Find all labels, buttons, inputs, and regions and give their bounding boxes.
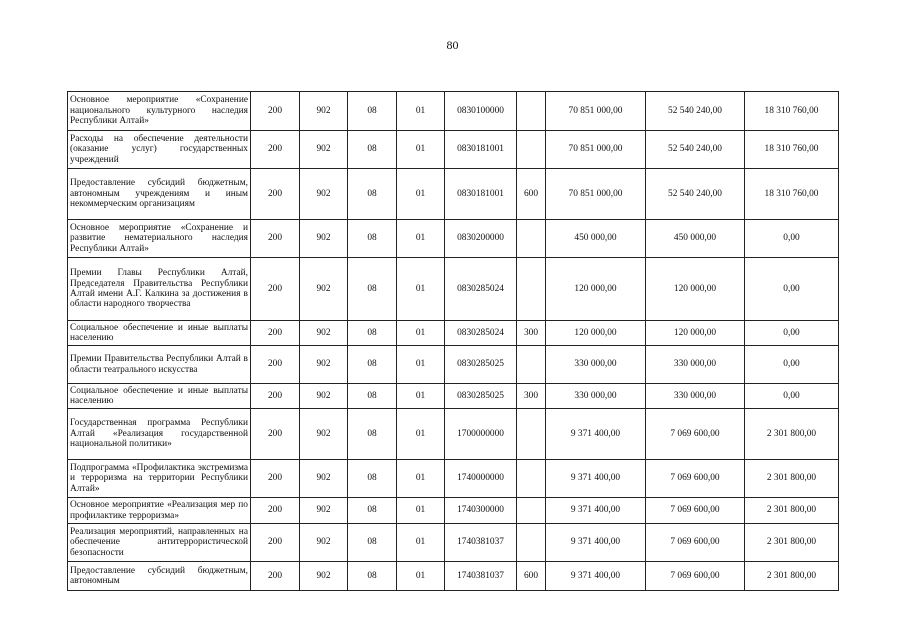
amount-total: 9 371 400,00 <box>546 498 646 524</box>
amount-regional: 0,00 <box>745 321 839 346</box>
amount-federal: 120 000,00 <box>646 258 745 321</box>
amount-regional: 2 301 800,00 <box>745 524 839 562</box>
admin-code: 902 <box>300 220 348 258</box>
amount-regional: 0,00 <box>745 384 839 409</box>
amount-total: 9 371 400,00 <box>546 562 646 591</box>
admin-code: 902 <box>300 562 348 591</box>
subsection-code: 01 <box>397 346 445 384</box>
amount-regional: 18 310 760,00 <box>745 131 839 169</box>
target-article: 1740381037 <box>445 524 517 562</box>
row-description: Подпрограмма «Профилактика экстремизма и терроризма на территории Республики Алтай» <box>68 460 251 498</box>
row-description: Государственная программа Республики Алтай «Реализация государственной национальной политики» <box>68 409 251 460</box>
amount-total: 330 000,00 <box>546 346 646 384</box>
ministry-code: 200 <box>251 384 300 409</box>
row-description: Премии Главы Республики Алтай, Председателя Правительства Республики Алтай имени А.Г. Калкина за достижения в области народного творчества <box>68 258 251 321</box>
amount-regional: 2 301 800,00 <box>745 498 839 524</box>
table-row <box>68 562 839 591</box>
table-row <box>68 258 839 321</box>
ministry-code: 200 <box>251 524 300 562</box>
expense-type: 600 <box>517 169 546 220</box>
table-row <box>68 524 839 562</box>
ministry-code: 200 <box>251 346 300 384</box>
row-description: Социальное обеспечение и иные выплаты населению <box>68 384 251 409</box>
amount-regional: 2 301 800,00 <box>745 409 839 460</box>
amount-total: 120 000,00 <box>546 258 646 321</box>
section-code: 08 <box>348 321 397 346</box>
amount-total: 70 851 000,00 <box>546 131 646 169</box>
amount-federal: 52 540 240,00 <box>646 131 745 169</box>
ministry-code: 200 <box>251 92 300 131</box>
table-row <box>68 131 839 169</box>
ministry-code: 200 <box>251 258 300 321</box>
admin-code: 902 <box>300 384 348 409</box>
row-description: Социальное обеспечение и иные выплаты населению <box>68 321 251 346</box>
ministry-code: 200 <box>251 220 300 258</box>
amount-total: 120 000,00 <box>546 321 646 346</box>
subsection-code: 01 <box>397 258 445 321</box>
budget-table <box>67 91 839 591</box>
subsection-code: 01 <box>397 384 445 409</box>
ministry-code: 200 <box>251 460 300 498</box>
target-article: 0830285025 <box>445 384 517 409</box>
amount-regional: 2 301 800,00 <box>745 562 839 591</box>
amount-regional: 0,00 <box>745 346 839 384</box>
expense-type: 600 <box>517 562 546 591</box>
admin-code: 902 <box>300 409 348 460</box>
subsection-code: 01 <box>397 460 445 498</box>
section-code: 08 <box>348 346 397 384</box>
admin-code: 902 <box>300 346 348 384</box>
amount-total: 70 851 000,00 <box>546 92 646 131</box>
target-article: 1700000000 <box>445 409 517 460</box>
row-description: Основное мероприятие «Реализация мер по профилактике терроризма» <box>68 498 251 524</box>
target-article: 0830100000 <box>445 92 517 131</box>
expense-type <box>517 498 546 524</box>
admin-code: 902 <box>300 498 348 524</box>
page-number: 80 <box>446 38 459 52</box>
target-article: 0830285024 <box>445 258 517 321</box>
expense-type: 300 <box>517 321 546 346</box>
expense-type <box>517 92 546 131</box>
admin-code: 902 <box>300 258 348 321</box>
admin-code: 902 <box>300 460 348 498</box>
admin-code: 902 <box>300 169 348 220</box>
section-code: 08 <box>348 169 397 220</box>
subsection-code: 01 <box>397 498 445 524</box>
row-description: Основное мероприятие «Сохранение национального культурного наследия Республики Алтай» <box>68 92 251 131</box>
amount-total: 9 371 400,00 <box>546 409 646 460</box>
ministry-code: 200 <box>251 562 300 591</box>
table-row <box>68 384 839 409</box>
ministry-code: 200 <box>251 321 300 346</box>
section-code: 08 <box>348 409 397 460</box>
table-row <box>68 321 839 346</box>
subsection-code: 01 <box>397 220 445 258</box>
row-description: Предоставление субсидий бюджетным, автономным <box>68 562 251 591</box>
amount-regional: 0,00 <box>745 220 839 258</box>
amount-federal: 330 000,00 <box>646 384 745 409</box>
subsection-code: 01 <box>397 92 445 131</box>
amount-federal: 52 540 240,00 <box>646 92 745 131</box>
section-code: 08 <box>348 92 397 131</box>
section-code: 08 <box>348 524 397 562</box>
admin-code: 902 <box>300 524 348 562</box>
table-row <box>68 169 839 220</box>
expense-type <box>517 131 546 169</box>
expense-type <box>517 346 546 384</box>
subsection-code: 01 <box>397 409 445 460</box>
expense-type <box>517 460 546 498</box>
subsection-code: 01 <box>397 321 445 346</box>
amount-total: 450 000,00 <box>546 220 646 258</box>
amount-federal: 7 069 600,00 <box>646 562 745 591</box>
row-description: Основное мероприятие «Сохранение и развитие нематериального наследия Республики Алтай» <box>68 220 251 258</box>
subsection-code: 01 <box>397 169 445 220</box>
amount-regional: 18 310 760,00 <box>745 169 839 220</box>
amount-federal: 330 000,00 <box>646 346 745 384</box>
section-code: 08 <box>348 498 397 524</box>
expense-type: 300 <box>517 384 546 409</box>
amount-total: 9 371 400,00 <box>546 460 646 498</box>
section-code: 08 <box>348 220 397 258</box>
subsection-code: 01 <box>397 562 445 591</box>
table-row <box>68 409 839 460</box>
subsection-code: 01 <box>397 131 445 169</box>
amount-regional: 18 310 760,00 <box>745 92 839 131</box>
row-description: Предоставление субсидий бюджетным, автономным учреждениям и иным некоммерческим организациям <box>68 169 251 220</box>
expense-type <box>517 258 546 321</box>
ministry-code: 200 <box>251 131 300 169</box>
target-article: 0830285024 <box>445 321 517 346</box>
expense-type <box>517 524 546 562</box>
amount-total: 9 371 400,00 <box>546 524 646 562</box>
section-code: 08 <box>348 258 397 321</box>
ministry-code: 200 <box>251 169 300 220</box>
table-row <box>68 92 839 131</box>
table-row <box>68 346 839 384</box>
ministry-code: 200 <box>251 498 300 524</box>
amount-regional: 2 301 800,00 <box>745 460 839 498</box>
target-article: 1740000000 <box>445 460 517 498</box>
amount-federal: 7 069 600,00 <box>646 409 745 460</box>
admin-code: 902 <box>300 321 348 346</box>
target-article: 0830285025 <box>445 346 517 384</box>
row-description: Премии Правительства Республики Алтай в области театрального искусства <box>68 346 251 384</box>
target-article: 0830181001 <box>445 131 517 169</box>
amount-federal: 7 069 600,00 <box>646 460 745 498</box>
section-code: 08 <box>348 460 397 498</box>
ministry-code: 200 <box>251 409 300 460</box>
subsection-code: 01 <box>397 524 445 562</box>
amount-federal: 120 000,00 <box>646 321 745 346</box>
expense-type <box>517 220 546 258</box>
section-code: 08 <box>348 131 397 169</box>
amount-federal: 7 069 600,00 <box>646 498 745 524</box>
amount-regional: 0,00 <box>745 258 839 321</box>
row-description: Расходы на обеспечение деятельности (оказание услуг) государственных учреждений <box>68 131 251 169</box>
amount-total: 330 000,00 <box>546 384 646 409</box>
expense-type <box>517 409 546 460</box>
amount-federal: 52 540 240,00 <box>646 169 745 220</box>
amount-federal: 7 069 600,00 <box>646 524 745 562</box>
target-article: 1740381037 <box>445 562 517 591</box>
section-code: 08 <box>348 562 397 591</box>
target-article: 0830200000 <box>445 220 517 258</box>
admin-code: 902 <box>300 92 348 131</box>
admin-code: 902 <box>300 131 348 169</box>
amount-federal: 450 000,00 <box>646 220 745 258</box>
target-article: 0830181001 <box>445 169 517 220</box>
table-row <box>68 498 839 524</box>
amount-total: 70 851 000,00 <box>546 169 646 220</box>
row-description: Реализация мероприятий, направленных на обеспечение антитеррористической безопасности <box>68 524 251 562</box>
table-row <box>68 460 839 498</box>
target-article: 1740300000 <box>445 498 517 524</box>
section-code: 08 <box>348 384 397 409</box>
table-row <box>68 220 839 258</box>
